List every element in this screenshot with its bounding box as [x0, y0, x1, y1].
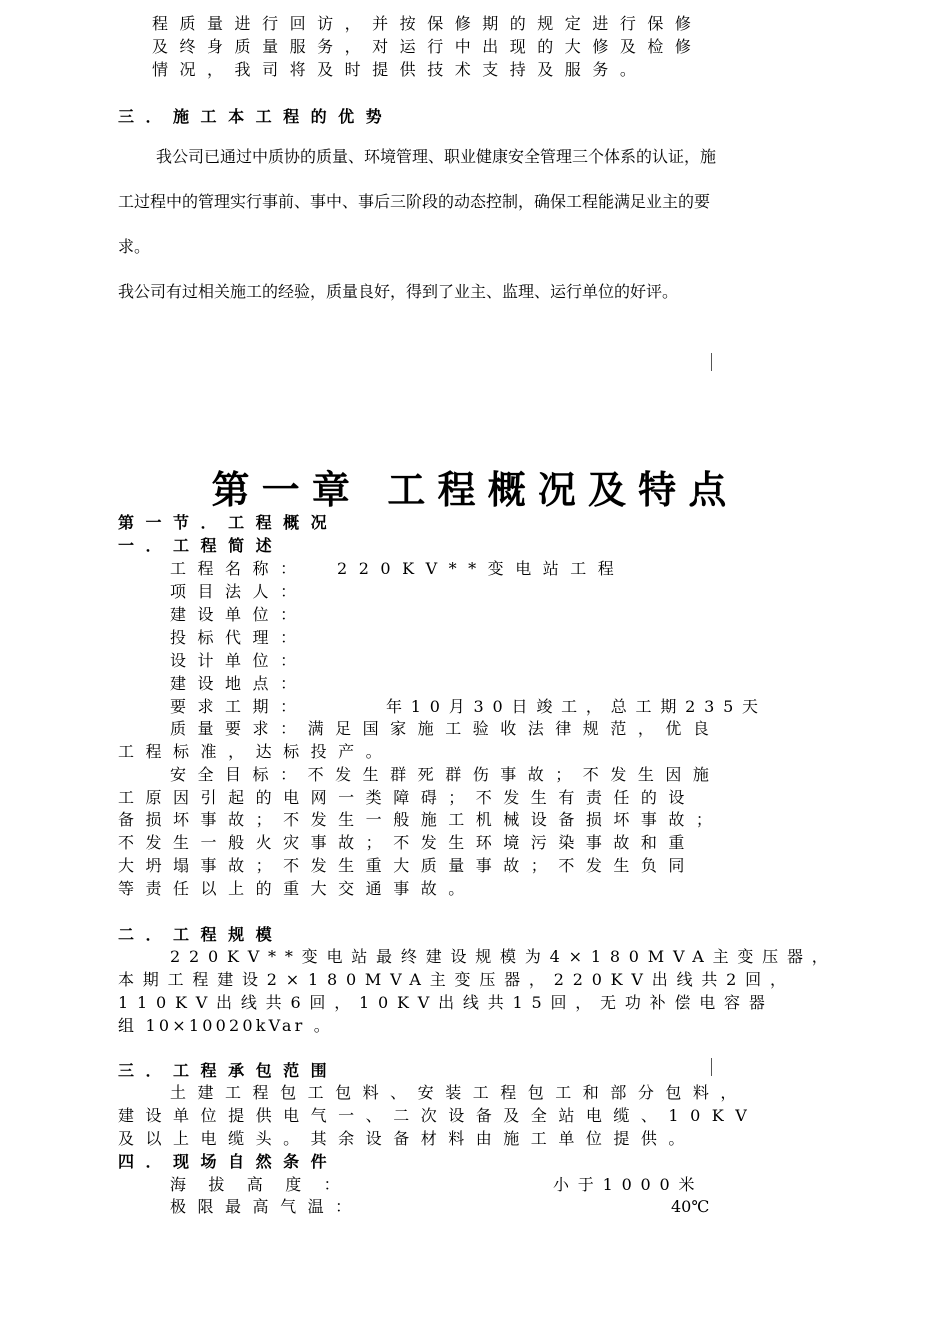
- safety-line-4: 不发生一般火灾事故；不发生环境污染事故和重: [118, 833, 696, 852]
- scale-line-2: 本期工程建设2×180MVA主变压器，220KV出线共2回，: [118, 970, 795, 989]
- contract-heading: 三．工程承包范围: [118, 1061, 339, 1080]
- quality-line-2: 工程标准，达标投产。: [118, 742, 394, 761]
- site-value-altitude: 小于1000米: [553, 1175, 704, 1194]
- intro-line-1: 程质量进行回访，并按保修期的规定进行保修: [152, 14, 703, 33]
- advantages-para1-line-1: 我公司已通过中质协的质量、环境管理、职业健康安全管理三个体系的认证，施: [156, 147, 717, 166]
- field-label-name: 工程名称：: [170, 559, 308, 578]
- field-label-bid-agent: 投标代理：: [170, 628, 308, 647]
- field-label-location: 建设地点：: [170, 674, 308, 693]
- advantages-heading: 三．施工本工程的优势: [118, 107, 394, 126]
- contract-line-1: 土建工程包工包料、安装工程包工和部分包料，: [170, 1083, 748, 1102]
- advantages-para1-line-2: 工过程中的管理实行事前、事中、事后三阶段的动态控制，确保工程能满足业主的要: [118, 192, 711, 211]
- advantages-para1-line-3: 求。: [118, 237, 151, 256]
- site-heading: 四．现场自然条件: [118, 1152, 339, 1171]
- safety-line-5: 大坍塌事故；不发生重大质量事故；不发生负同: [118, 856, 696, 875]
- overview-heading: 一．工程简述: [118, 536, 284, 555]
- scale-heading: 二．工程规模: [118, 925, 284, 944]
- site-label-altitude: 海拔高度：: [170, 1175, 363, 1194]
- site-value-max-temp: 40℃: [671, 1197, 710, 1216]
- field-value-name: 220KV**变电站工程: [337, 559, 626, 578]
- safety-line-3: 备损坏事故；不发生一般施工机械设备损坏事故；: [118, 810, 724, 829]
- intro-line-2: 及终身质量服务，对运行中出现的大修及检修: [152, 37, 703, 56]
- scale-line-3: 110KV出线共6回，10KV出线共15回，无功补偿电容器: [118, 993, 774, 1012]
- safety-line-1: 安全目标：不发生群死群伤事故；不发生因施: [170, 765, 721, 784]
- field-label-schedule: 要求工期：: [170, 697, 308, 716]
- quality-line-1: 质量要求：满足国家施工验收法律规范，优良: [170, 719, 721, 738]
- field-label-builder: 建设单位：: [170, 605, 308, 624]
- scale-line-1: 220KV**变电站最终建设规模为4×180MVA主变压器，: [170, 947, 837, 966]
- text-cursor-mark: [711, 353, 712, 371]
- field-value-schedule: 年10月30日竣工，总工期235天: [386, 697, 767, 716]
- chapter-title: 第一章 工程概况及特点: [211, 467, 739, 512]
- safety-line-2: 工原因引起的电网一类障碍；不发生有责任的设: [118, 788, 696, 807]
- field-label-legal-person: 项目法人：: [170, 582, 308, 601]
- text-cursor-mark-2: [711, 1058, 712, 1076]
- contract-line-3: 及以上电缆头。其余设备材料由施工单位提供。: [118, 1129, 696, 1148]
- intro-line-3: 情况，我司将及时提供技术支持及服务。: [152, 60, 648, 79]
- safety-line-6: 等责任以上的重大交通事故。: [118, 879, 476, 898]
- advantages-para2: 我公司有过相关施工的经验，质量良好，得到了业主、监理、运行单位的好评。: [118, 282, 679, 301]
- section-title: 第一节．工程概况: [118, 513, 339, 532]
- scale-line-4: 组 10×10020kVar 。: [118, 1016, 334, 1035]
- site-label-max-temp: 极限最高气温：: [170, 1197, 363, 1216]
- field-label-designer: 设计单位：: [170, 651, 308, 670]
- contract-line-2: 建设单位提供电气一、二次设备及全站电缆、10KV: [118, 1106, 759, 1125]
